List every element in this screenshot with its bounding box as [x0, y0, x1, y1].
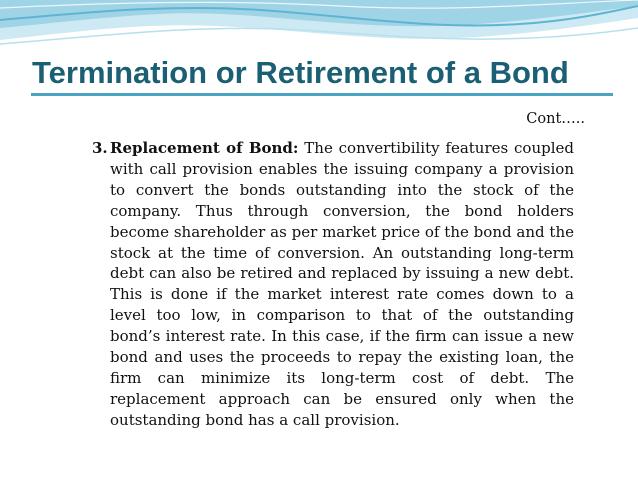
item-paragraph	[110, 138, 574, 431]
continuation-label: Cont…..	[526, 111, 585, 127]
item-number: 3.	[92, 139, 108, 157]
item-heading: Replacement of Bond:	[110, 139, 299, 157]
item-body-text: The convertibility features coupled with call provision enables the issuing company a provision to convert the bonds outstanding into the stock of the company. Thus through conversion, the bond holders become shareholder as per market price of the bond and the stock at the time of conversion. An outstanding long-term debt can also be retired and replaced by issuing a new debt. This is done if the market interest rate comes down to a level too low, in comparison to that of the outstanding bond’s interest rate. In this case, if the firm can issue a new bond and uses the proceeds to repay the existing loan, the firm can minimize its long-term cost of debt. The replacement approach can be ensured only when the outstanding bond has a call provision.	[110, 139, 575, 429]
slide-title: Termination or Retirement of a Bond	[32, 55, 569, 90]
numbered-item	[92, 138, 574, 431]
title-underline	[31, 93, 613, 96]
header-wave-decoration	[0, 0, 638, 60]
